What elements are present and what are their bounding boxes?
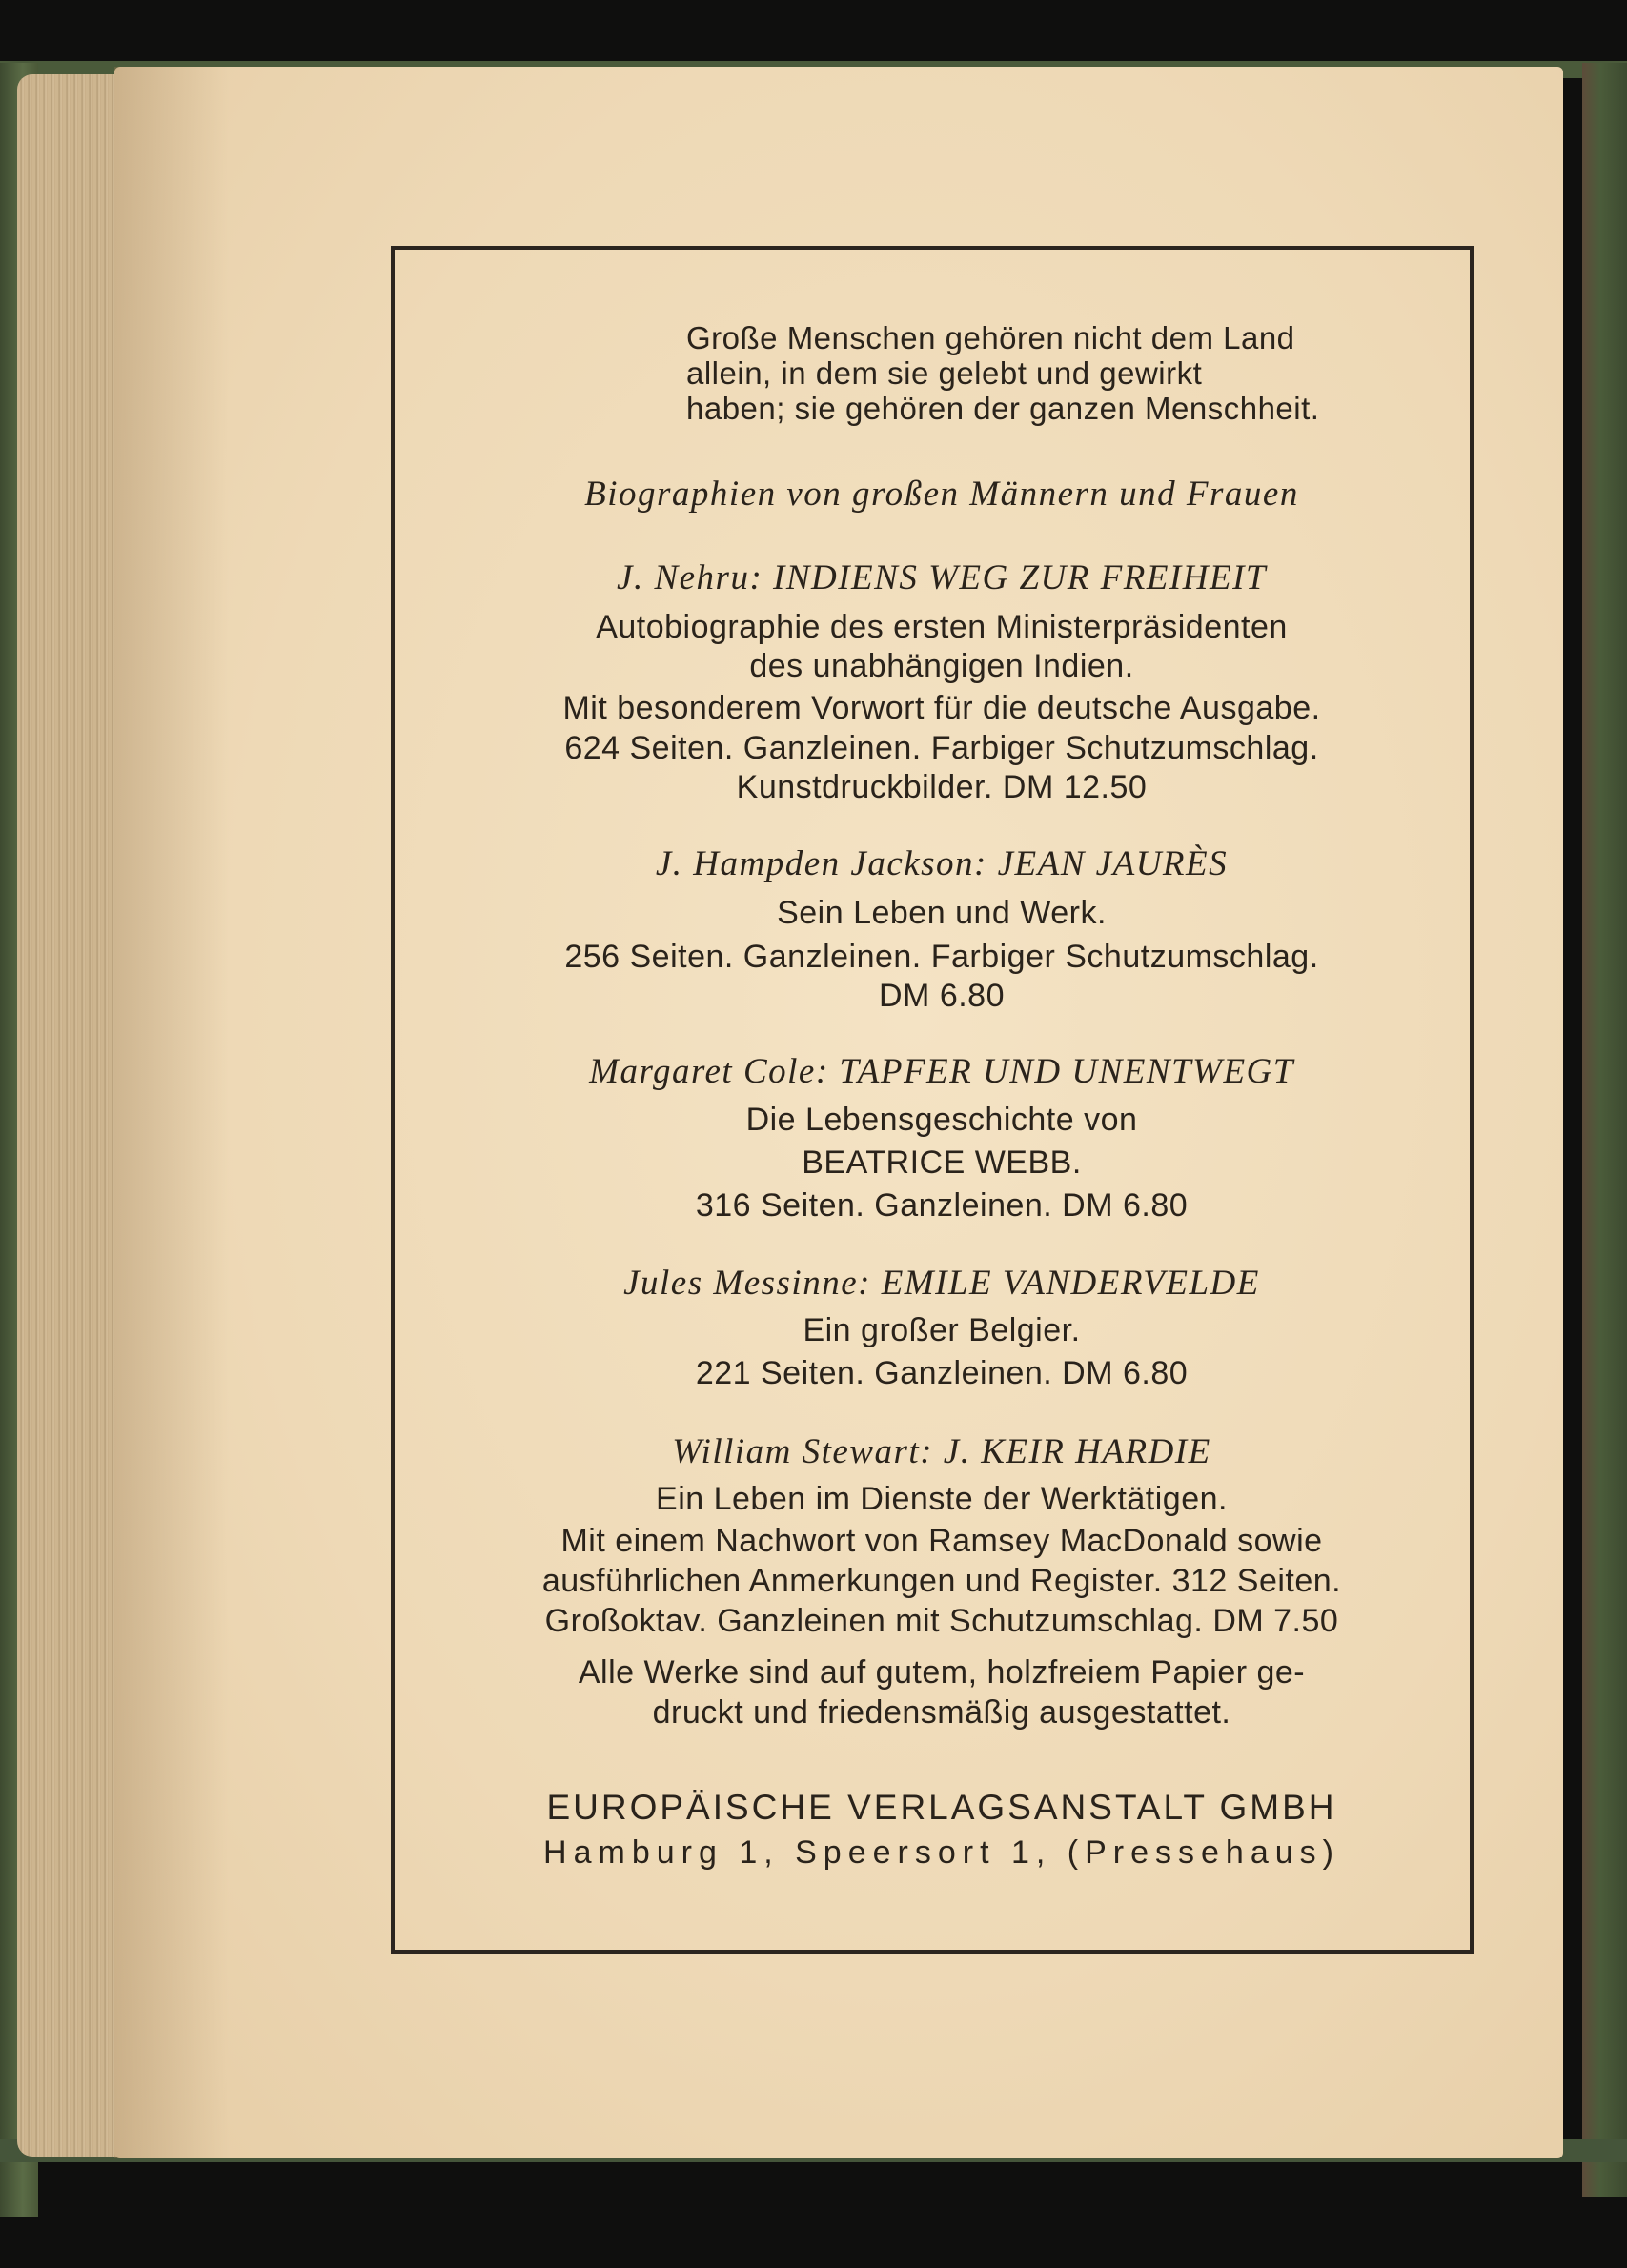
series-title: Biographien von großen Männern und Frauen bbox=[584, 475, 1299, 514]
note-line-1: Alle Werke sind auf gutem, holzfreiem Papier ge- bbox=[578, 1654, 1306, 1691]
book-heading-jaures: J. Hampden Jackson: JEAN JAURÈS bbox=[655, 844, 1229, 883]
book-line: Ein großer Belgier. bbox=[803, 1312, 1081, 1348]
book-heading-nehru: J. Nehru: INDIENS WEG ZUR FREIHEIT bbox=[617, 558, 1267, 597]
book-line: Die Lebensgeschichte von bbox=[745, 1102, 1138, 1138]
note-line-2: druckt und friedensmäßig ausgestattet. bbox=[652, 1694, 1231, 1731]
quote-line-1: Große Menschen gehören nicht dem Land bbox=[686, 320, 1295, 355]
quote-line-3: haben; sie gehören der ganzen Menschheit. bbox=[686, 391, 1320, 426]
book-heading-stewart: William Stewart: J. KEIR HARDIE bbox=[672, 1432, 1211, 1471]
book-line: DM 6.80 bbox=[879, 978, 1005, 1014]
book-heading-cole: Margaret Cole: TAPFER UND UNENTWEGT bbox=[589, 1052, 1294, 1091]
book-line: 624 Seiten. Ganzleinen. Farbiger Schutzumschlag. bbox=[564, 730, 1319, 766]
publisher-name: EUROPÄISCHE VERLAGSANSTALT GMBH bbox=[546, 1788, 1337, 1827]
book-line: Autobiographie des ersten Ministerpräsidenten bbox=[596, 609, 1288, 645]
book-line: Großoktav. Ganzleinen mit Schutzumschlag. DM 7.50 bbox=[544, 1603, 1339, 1639]
quote-line-2: allein, in dem sie gelebt und gewirkt bbox=[686, 355, 1203, 391]
book-line: BEATRICE WEBB. bbox=[802, 1144, 1082, 1181]
book-line: 316 Seiten. Ganzleinen. DM 6.80 bbox=[695, 1187, 1189, 1224]
book-line: des unabhängigen Indien. bbox=[749, 648, 1134, 684]
book-line: 256 Seiten. Ganzleinen. Farbiger Schutzumschlag. bbox=[564, 939, 1319, 975]
book-line: Mit einem Nachwort von Ramsey MacDonald sowie bbox=[560, 1523, 1323, 1559]
book-line: Mit besonderem Vorwort für die deutsche Ausgabe. bbox=[562, 690, 1321, 726]
book-line: ausführlichen Anmerkungen und Register. 312 Seiten. bbox=[541, 1563, 1342, 1599]
page-gutter-shadow bbox=[114, 67, 229, 2158]
book-line: Kunstdruckbilder. DM 12.50 bbox=[736, 769, 1148, 805]
publisher-address: Hamburg 1, Speersort 1, (Pressehaus) bbox=[543, 1834, 1340, 1871]
book-heading-messinne: Jules Messinne: EMILE VANDERVELDE bbox=[623, 1264, 1260, 1303]
book-line: Sein Leben und Werk. bbox=[777, 895, 1107, 931]
book-line: Ein Leben im Dienste der Werktätigen. bbox=[656, 1481, 1228, 1517]
book-cover-right bbox=[1582, 63, 1627, 2197]
book-line: 221 Seiten. Ganzleinen. DM 6.80 bbox=[695, 1355, 1189, 1391]
